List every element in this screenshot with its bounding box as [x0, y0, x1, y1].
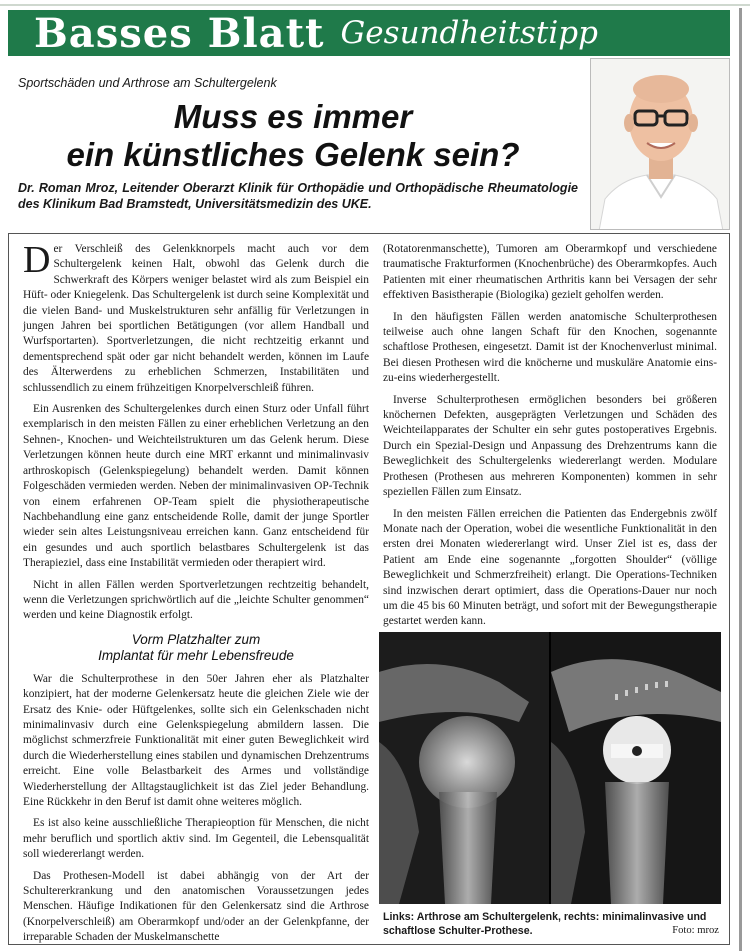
publication-name: Basses Blatt: [34, 10, 325, 56]
paragraph: Inverse Schulterprothesen ermöglichen besonders bei größeren knöchernen Defekten, ausgeprägten Verletzungen und Schäden des Weichteilapparates der Schulter ein sehr gutes postoperatives Ergebnis. Durch ein Spezial-Design und Anpassung des Drehzentrums kann die Beweglichkeit des Schultergelenks wiedererlangt werden. Modulare Prothesen (Prothesen aus mehreren Komponenten) kommen in sehr speziellen Fällen zum Einsatz.: [383, 393, 717, 499]
article-header: [8, 58, 730, 230]
top-rule: [0, 4, 750, 6]
article-body: [8, 233, 730, 945]
masthead: [8, 10, 730, 56]
author-portrait: [590, 58, 730, 230]
section-title: Gesundheitstipp: [340, 15, 598, 51]
photo-credit: Foto: mroz: [672, 925, 719, 936]
subheading: Vorm Platzhalter zum Implantat für mehr Lebensfreude: [98, 631, 294, 663]
paragraph: In den häufigsten Fällen werden anatomische Schulterprothesen teilweise auch ohne langen Schaft für den Knochen, sogenannte schaftlose Prothesen, eingesetzt. Damit ist der Knochenverlust minimal. Bei diesen Prothesen wird die knöcherne und muskuläre Anatomie eins-zu-eins wiederhergestellt.: [383, 310, 717, 385]
paragraph: Es ist also keine ausschließliche Therapieoption für Menschen, die nicht mehr beruflich und sportlich aktiv sind. Im Gegenteil, die Lebensqualität soll wiedererlangt werden.: [23, 817, 369, 861]
dropcap: D: [23, 239, 51, 281]
headline: [8, 98, 578, 174]
page-edge-rule: [739, 8, 742, 951]
column-right: [383, 242, 717, 636]
xray-image: [379, 632, 721, 904]
headline-line-2: ein künstliches Gelenk sein?: [66, 136, 520, 173]
paragraph: War die Schulterprothese in den 50er Jahren eher als Platzhalter konzipiert, hat der moderne Gelenkersatz heute die gleichen Ziele wie der Ersatz des Knie- oder Hüftgelenkes, sollte sich ein Gelenkschaden nicht minimalinvasiv durch eine Gelenkspiegelung abmildern lassen. Die möglichst schmerzfreie Funktionalität mit einer guten Beweglichkeit wird durch die Wiederherstellung eines stabilen und dynamischen Drehzentrums erreicht. Eine volle Belastbarkeit des Armes und vollständige Wiederherstellung der Alltagstauglichkeit ist das Ziel jeder Behandlung. Eine Rückkehr in den Beruf ist damit ohne weiteres möglich.: [23, 672, 369, 808]
paragraph: Nicht in allen Fällen werden Sportverletzungen rechtzeitig behandelt, wenn die Verletzungen sprichwörtlich auf die „leichte Schulter genommen“ werden und keine Diagnostik erfolgt.: [23, 578, 369, 622]
paragraph: Ein Ausrenken des Schultergelenkes durch einen Sturz oder Unfall führt exemplarisch in den meisten Fällen zu einer erheblichen Verletzung an den Sehnen-, Knochen- und Weichteilstrukturen um das Gelenk herum. Diese Verletzungen können heute durch eine MRT erkannt und minimalinvasiv arthroskopisch (Gelenkspiegelung) behandelt werden. Damit können Folgeschäden vermieden werden. Neben der minimalinvasiven OP-Technik von einem erfahrenen OP-Team spielt die physiotherapeutische Nachbehandlung eine ganz entscheidende Rolle, damit der junge Sportler wieder sein altes Leistungsniveau erreichen kann. Ganz entscheidend für ein gesundes und auch sportlich belastbares Schultergelenk ist das Therapieziel, dass eine Instabilität vermieden oder therapiert wird.: [23, 403, 369, 570]
paragraph: (Rotatorenmanschette), Tumoren am Oberarmkopf und verschiedene traumatische Frakturformen (Knochenbrüche) des Oberarmkopfes. Auch Patienten mit einer rheumatischen Arthritis kann bei Versagen der sehr effektiven Basistherapie (Biologika) gezielt geholfen werden.: [383, 243, 717, 302]
column-left: [23, 239, 369, 951]
paragraph: In den meisten Fällen erreichen die Patienten das Endergebnis zwölf Monate nach der Operation, wobei die wesentliche Funktionalität in den ersten drei Monaten wiedererlangt wird. Unser Ziel ist es, dass der Patient am Ende eine sogenannte „forgotten Shoulder“ (völlige Beweglichkeit und Schmerzfreiheit) erlangt. Die Operations-Techniken sind inzwischen derart optimiert, dass die Operations-Dauer nur noch um die 45 bis 60 Minuten beträgt, und sofort mit der Bewegungstherapie gestartet werden kann.: [383, 507, 717, 628]
paragraph: Das Prothesen-Modell ist dabei abhängig von der Art der Schultererkrankung und den anatomischen Voraussetzungen jedes Menschen. Häufige Indikationen für den Gelenkersatz sind die Arthrose (Knorpelverschleiß) am Oberarmkopf und/oder an der Gelenkpfanne, der irreparable Schaden der Muskelmanschette: [23, 869, 369, 944]
paragraph: Der Verschleiß des Gelenkknorpels macht auch vor dem Schultergelenk keinen Halt, obwohl das Gelenk durch die Schwerkraft des Körpers weniger belastet wird als zum Beispiel ein Hüft- oder Kniegelenk. Das Schultergelenk ist durch seine Komplexität und die vielen Band- und Muskelstrukturen sehr anfällig für Verletzungen in jungen Jahren bei sportlichen Betätigungen (vor allem Handball und Wurfsportarten). Sportverletzungen, die nicht rechtzeitig erkannt und dementsprechend spät oder gar nicht behandelt werden, können im Laufe des Älterwerdens zu erheblichen Schmerzen, Instabilitäten und schlussendlich zu einem frühzeitigen Knorpelverschleiß führen.: [23, 239, 369, 394]
byline: Dr. Roman Mroz, Leitender Oberarzt Klinik für Orthopädie und Orthopädische Rheumatologie des Klinikum Bad Bramstedt, Universitätsmedizin des UKE.: [18, 181, 578, 211]
headline-line-1: Muss es immer: [173, 98, 413, 135]
figure-caption: Links: Arthrose am Schultergelenk, rechts: minimalinvasive und schaftlose Schulter-Prothese. Foto: mroz: [383, 911, 719, 937]
kicker: Sportschäden und Arthrose am Schultergelenk: [18, 76, 277, 90]
